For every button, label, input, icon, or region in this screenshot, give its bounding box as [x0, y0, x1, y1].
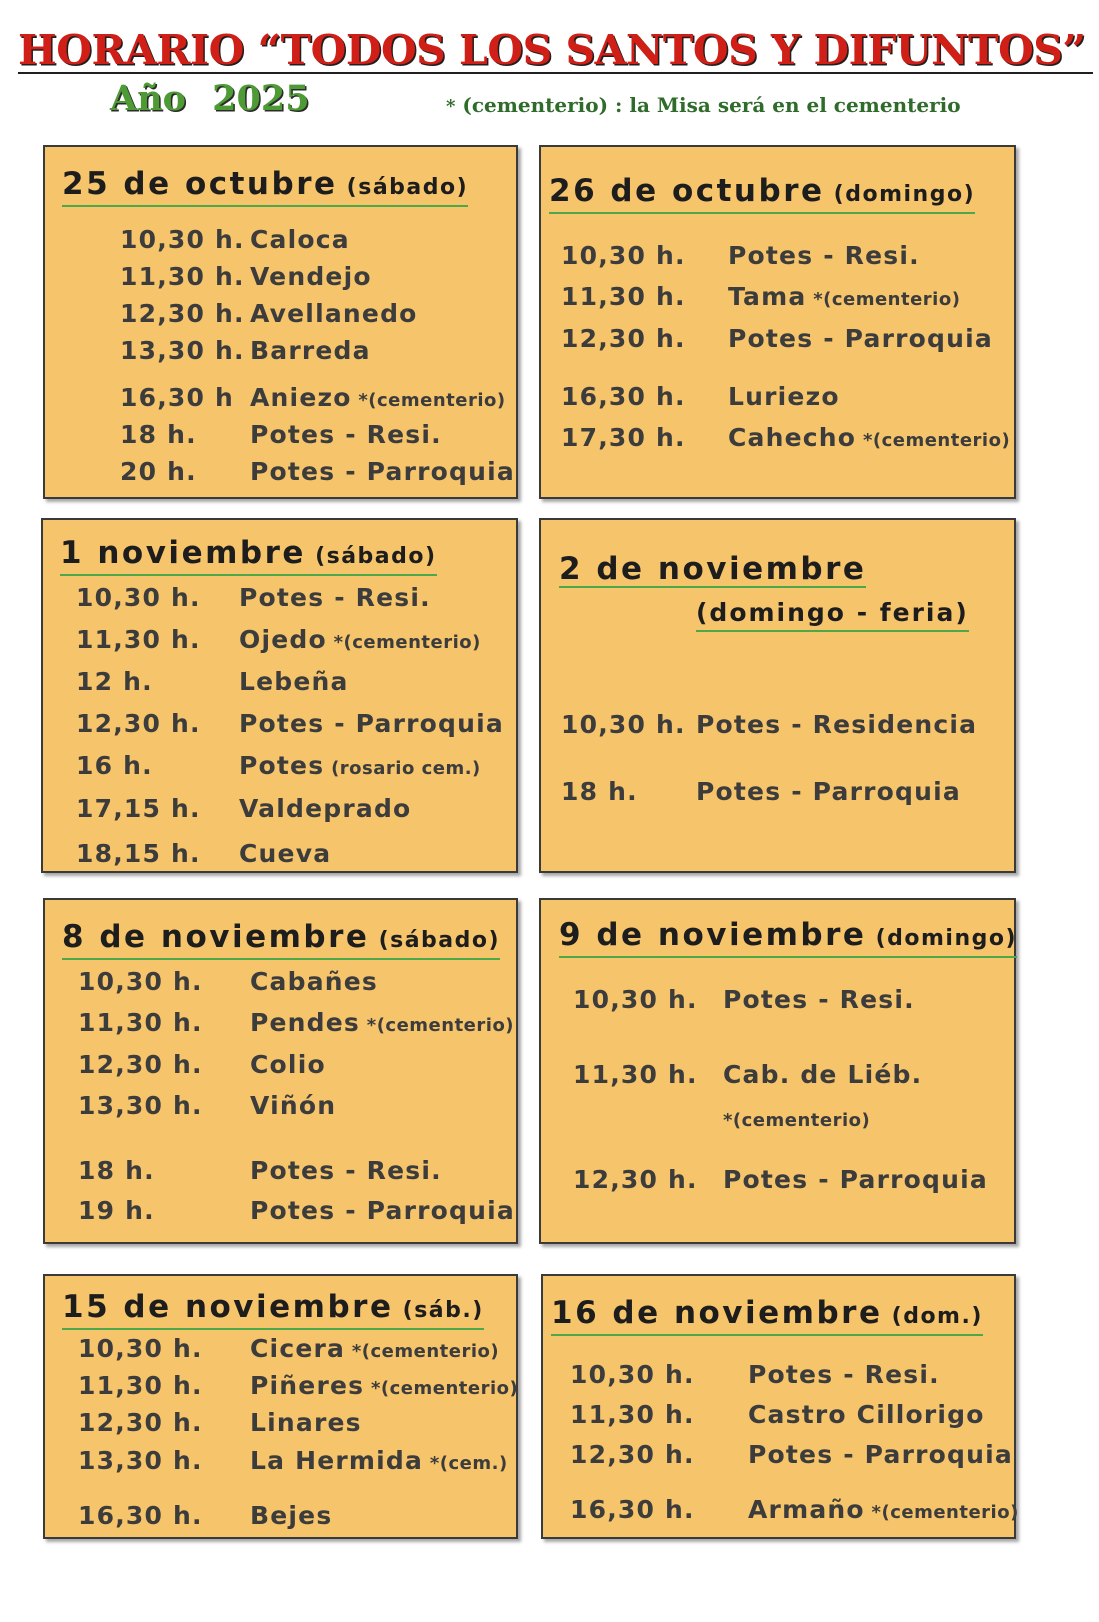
mass-place: Potes - Parroquia [748, 1440, 1013, 1469]
box-date-heading [559, 918, 1017, 958]
mass-place: Potes - Parroquia [728, 324, 993, 353]
schedule-row [78, 1501, 516, 1533]
mass-place: Caloca [250, 225, 350, 254]
box-date-heading [549, 174, 975, 214]
schedule-row [120, 383, 516, 415]
mass-time: 13,30 h. [78, 1091, 203, 1120]
cemetery-mark: *(cem.) [423, 1453, 508, 1474]
schedule-row [78, 1008, 516, 1040]
mass-place [723, 1103, 870, 1132]
mass-place: Valdeprado [239, 794, 412, 823]
mass-time: 11,30 h. [570, 1400, 695, 1429]
mass-time: 10,30 h. [78, 1334, 203, 1363]
cemetery-mark: *(cementerio) [806, 289, 961, 310]
schedule-row [120, 420, 516, 452]
schedule-row [76, 751, 516, 783]
mass-time: 16,30 h. [561, 382, 686, 411]
schedule-row [561, 777, 1014, 809]
schedule-row [561, 710, 1014, 742]
mass-time: 16,30 h. [570, 1495, 695, 1524]
schedule-row [78, 1446, 516, 1478]
mass-time: 16 h. [76, 751, 153, 780]
schedule-box [541, 1274, 1019, 1539]
mass-place: Potes - Residencia [696, 710, 978, 739]
schedule-row [76, 583, 516, 615]
schedule-row [78, 967, 516, 999]
box-weekday: (domingo - feria) [696, 596, 969, 632]
mass-place: Potes - Parroquia [250, 457, 515, 486]
mass-place: Aniezo *(cementerio) [250, 383, 506, 412]
mass-time: 16,30 h. [78, 1501, 203, 1530]
note-star: * [446, 96, 456, 117]
mass-time: 19 h. [78, 1196, 155, 1225]
box-date: 8 de noviembre [62, 919, 370, 955]
mass-time: 12,30 h. [570, 1440, 695, 1469]
schedule-row [561, 423, 1014, 455]
schedule-row [76, 794, 516, 826]
mass-time: 20 h. [120, 457, 197, 486]
mass-time: 11,30 h. [78, 1008, 203, 1037]
mass-time: 11,30 h. [76, 625, 201, 654]
schedule-row [573, 1060, 1014, 1092]
schedule-row [76, 709, 516, 741]
mass-place: Potes - Parroquia [723, 1165, 988, 1194]
cemetery-mark: *(cementerio) [351, 390, 506, 411]
mass-time: 10,30 h. [120, 225, 245, 254]
mass-time: 12,30 h. [78, 1050, 203, 1079]
mass-place: Potes - Resi. [728, 241, 920, 270]
box-date: 15 de noviembre [62, 1289, 394, 1325]
mass-time: 12 h. [76, 667, 153, 696]
note-text: (cementerio) : la Misa será en el cementerio [455, 93, 961, 117]
box-weekday: (domingo) [866, 926, 1018, 951]
schedule-box [539, 898, 1016, 1244]
mass-place: Luriezo [728, 382, 840, 411]
mass-time: 18 h. [120, 420, 197, 449]
schedule-row [76, 625, 516, 657]
mass-place: Viñón [250, 1091, 337, 1120]
mass-time: 18 h. [78, 1156, 155, 1185]
schedule-row [76, 839, 516, 871]
mass-place: Potes - Resi. [723, 985, 915, 1014]
schedule-row [561, 241, 1014, 273]
box-date-heading [62, 1290, 484, 1330]
box-date: 16 de noviembre [551, 1295, 883, 1331]
mass-time: 18,15 h. [76, 839, 201, 868]
mass-place: Pendes *(cementerio) [250, 1008, 515, 1037]
schedule-row [570, 1440, 1014, 1472]
schedule-row [120, 262, 516, 294]
schedule-box [41, 518, 518, 873]
mass-time: 12,30 h. [76, 709, 201, 738]
schedule-row [78, 1334, 516, 1366]
cemetery-mark: *(cementerio) [856, 430, 1011, 451]
mass-place: Cueva [239, 839, 332, 868]
mass-place: Tama *(cementerio) [728, 282, 961, 311]
cemetery-mark: *(cementerio) [723, 1110, 871, 1131]
schedule-row [561, 382, 1014, 414]
mass-place: Colio [250, 1050, 326, 1079]
schedule-box [43, 898, 518, 1244]
mass-time: 10,30 h. [573, 985, 698, 1014]
mass-place: Cab. de Liéb. [723, 1060, 923, 1089]
schedule-row [573, 1165, 1014, 1197]
box-date: 1 noviembre [60, 535, 306, 571]
schedule-row [561, 282, 1014, 314]
schedule-box [539, 145, 1016, 499]
mass-time: 17,15 h. [76, 794, 201, 823]
mass-time: 10,30 h. [570, 1360, 695, 1389]
box-date-heading [559, 552, 866, 588]
mass-place: Barreda [250, 336, 371, 365]
mass-place: Ojedo *(cementerio) [239, 625, 481, 654]
mass-place: Bejes [250, 1501, 333, 1530]
box-weekday: (dom.) [882, 1304, 983, 1329]
mass-time: 12,30 h. [78, 1408, 203, 1437]
mass-place: Potes - Parroquia [239, 709, 504, 738]
schedule-row [573, 985, 1014, 1017]
mass-time: 12,30 h. [120, 299, 245, 328]
mass-time: 18 h. [561, 777, 638, 806]
schedule-row [78, 1408, 516, 1440]
schedule-row [561, 324, 1014, 356]
mass-place: Potes - Parroquia [250, 1196, 515, 1225]
mass-place: Castro Cillorigo [748, 1400, 985, 1429]
box-date: 25 de octubre [62, 166, 338, 202]
cemetery-note [446, 93, 961, 117]
cemetery-mark: *(cementerio) [364, 1378, 519, 1399]
box-date-heading [62, 920, 500, 960]
mass-time: 13,30 h. [120, 336, 245, 365]
mass-time: 11,30 h. [573, 1060, 698, 1089]
box-date-heading [60, 536, 437, 576]
schedule-row [78, 1050, 516, 1082]
schedule-row [78, 1156, 516, 1188]
mass-place: Avellanedo [250, 299, 418, 328]
schedule-row [120, 457, 516, 489]
schedule-row [120, 299, 516, 331]
schedule-box [43, 145, 518, 499]
mass-place: Lebeña [239, 667, 349, 696]
mass-time: 17,30 h. [561, 423, 686, 452]
schedule-row [78, 1091, 516, 1123]
box-weekday: (sábado) [337, 175, 469, 200]
mass-place: Potes - Resi. [250, 1156, 442, 1185]
schedule-row [78, 1196, 516, 1228]
box-date: 26 de octubre [549, 173, 825, 209]
schedule-row [76, 667, 516, 699]
mass-time: 10,30 h. [561, 710, 686, 739]
mass-time: 13,30 h. [78, 1446, 203, 1475]
cemetery-mark: *(cementerio) [864, 1502, 1019, 1523]
mass-place: Potes - Resi. [239, 583, 431, 612]
mass-place: Piñeres *(cementerio) [250, 1371, 519, 1400]
cemetery-mark: (rosario cem.) [324, 758, 481, 779]
box-date: 2 de noviembre [559, 551, 867, 587]
schedule-row [570, 1400, 1014, 1432]
cemetery-mark: *(cementerio) [360, 1015, 515, 1036]
mass-place: Potes - Parroquia [696, 777, 961, 806]
mass-place: La Hermida *(cem.) [250, 1446, 508, 1475]
cemetery-mark: *(cementerio) [345, 1341, 500, 1362]
box-weekday: (sábado) [305, 544, 437, 569]
box-weekday: (sáb.) [393, 1298, 484, 1323]
schedule-row [120, 336, 516, 368]
mass-place: Cahecho *(cementerio) [728, 423, 1011, 452]
cemetery-mark: *(cementerio) [326, 632, 481, 653]
mass-time: 12,30 h. [573, 1165, 698, 1194]
year-label: Año 2025 [110, 78, 310, 119]
mass-place: Vendejo [250, 262, 372, 291]
mass-time: 11,30 h. [120, 262, 245, 291]
mass-place: Armaño *(cementerio) [748, 1495, 1019, 1524]
mass-time: 12,30 h. [561, 324, 686, 353]
mass-time: 10,30 h. [78, 967, 203, 996]
mass-time: 10,30 h. [76, 583, 201, 612]
box-weekday: (domingo) [824, 182, 976, 207]
box-date: 9 de noviembre [559, 917, 867, 953]
schedule-box [43, 1274, 518, 1539]
mass-place: Cabañes [250, 967, 379, 996]
schedule-row [120, 225, 516, 257]
mass-place: Linares [250, 1408, 362, 1437]
mass-time: 11,30 h. [561, 282, 686, 311]
mass-time: 16,30 h [120, 383, 234, 412]
schedule-row [570, 1360, 1014, 1392]
schedule-row [78, 1371, 519, 1403]
schedule-row [570, 1495, 1019, 1527]
mass-place: Cicera *(cementerio) [250, 1334, 500, 1363]
box-weekday: (sábado) [369, 928, 501, 953]
schedule-box [539, 518, 1016, 873]
box-date-heading [62, 167, 468, 207]
page-title: HORARIO “TODOS LOS SANTOS Y DIFUNTOS” [18, 28, 1093, 74]
box-date-heading [551, 1296, 983, 1336]
mass-place: Potes - Resi. [250, 420, 442, 449]
mass-time: 11,30 h. [78, 1371, 203, 1400]
mass-place: Potes (rosario cem.) [239, 751, 481, 780]
mass-time: 10,30 h. [561, 241, 686, 270]
mass-place: Potes - Resi. [748, 1360, 940, 1389]
schedule-row [573, 1103, 1014, 1135]
